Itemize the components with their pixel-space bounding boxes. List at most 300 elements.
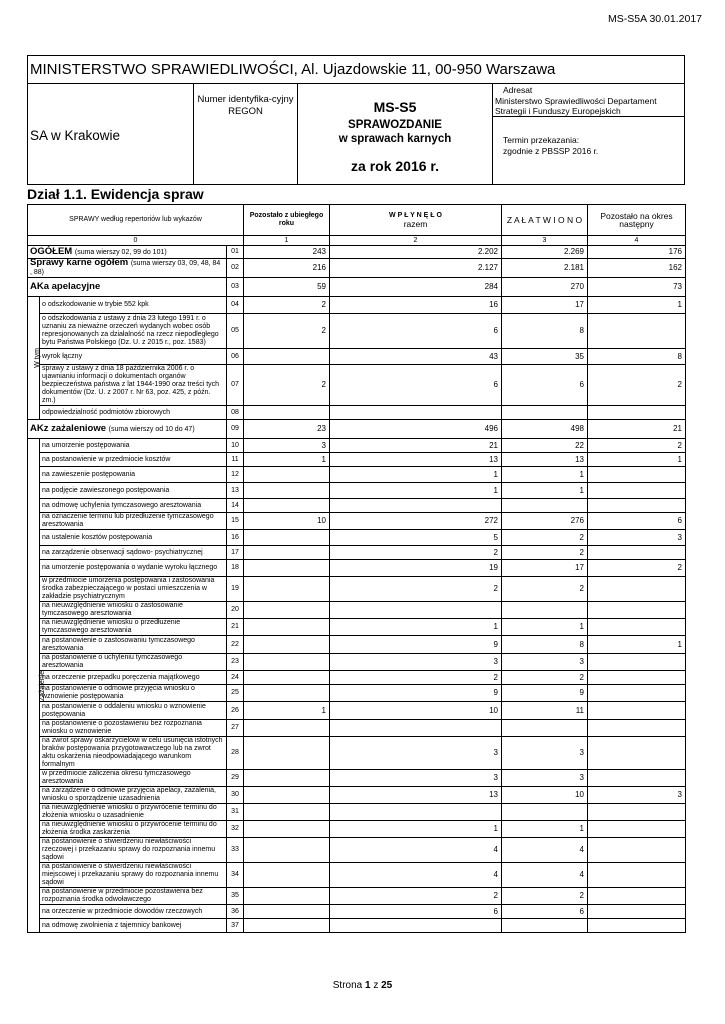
cell-remaining-next xyxy=(588,838,686,863)
table-row xyxy=(28,619,686,636)
row-number: 20 xyxy=(227,602,244,619)
table-row xyxy=(28,420,686,439)
cell-remaining-next xyxy=(588,671,686,685)
row-label xyxy=(28,278,227,297)
cell-remaining-next: 73 xyxy=(588,278,686,297)
cell-remaining-next xyxy=(588,654,686,671)
footer-page: 1 xyxy=(365,980,371,991)
cell-received: 6 xyxy=(330,905,502,919)
cell-remaining-prev xyxy=(244,737,330,770)
table-row xyxy=(28,919,686,933)
cell-remaining-prev xyxy=(244,406,330,420)
cell-settled: 35 xyxy=(502,349,588,365)
cell-remaining-next: 21 xyxy=(588,420,686,439)
row-number: 21 xyxy=(227,619,244,636)
table-row xyxy=(28,530,686,546)
cell-settled: 17 xyxy=(502,560,588,577)
cell-remaining-prev xyxy=(244,530,330,546)
row-label: w przedmiocie zaliczenia okresu tymczasowego aresztowania xyxy=(40,770,227,787)
cell-settled: 13 xyxy=(502,453,588,467)
cell-received: 3 xyxy=(330,737,502,770)
cell-received: 13 xyxy=(330,787,502,804)
row-number: 33 xyxy=(227,838,244,863)
cell-received: 2 xyxy=(330,546,502,560)
cell-remaining-next: 3 xyxy=(588,787,686,804)
cell-received: 2 xyxy=(330,577,502,602)
row-number: 08 xyxy=(227,406,244,420)
cell-settled: 17 xyxy=(502,297,588,314)
table-row xyxy=(28,546,686,560)
cell-remaining-prev: 2 xyxy=(244,297,330,314)
row-label: na zarządzenie obserwacji sądowo- psychiatrycznej xyxy=(40,546,227,560)
cell-remaining-next: 2 xyxy=(588,439,686,453)
cell-received: 3 xyxy=(330,770,502,787)
cell-received: 2.202 xyxy=(330,246,502,259)
table-row xyxy=(28,905,686,919)
cell-remaining-prev xyxy=(244,787,330,804)
table-row xyxy=(28,365,686,406)
table-row xyxy=(28,720,686,737)
table-row xyxy=(28,602,686,619)
cell-received xyxy=(330,804,502,821)
cell-remaining-next xyxy=(588,483,686,499)
row-label-text: AKz zażaleniowe xyxy=(30,422,107,434)
cell-remaining-prev: 2 xyxy=(244,365,330,406)
row-label: wyrok łączny xyxy=(40,349,227,365)
cell-remaining-prev: 216 xyxy=(244,259,330,278)
cell-received: 21 xyxy=(330,439,502,453)
cell-received: 6 xyxy=(330,365,502,406)
cell-remaining-prev xyxy=(244,560,330,577)
cell-remaining-prev xyxy=(244,685,330,702)
row-label: na umorzenie postępowania o wydanie wyroku łącznego xyxy=(40,560,227,577)
cell-received: 5 xyxy=(330,530,502,546)
row-number: 34 xyxy=(227,863,244,888)
row-number: 02 xyxy=(227,259,244,278)
cell-received: 1 xyxy=(330,821,502,838)
cell-remaining-next xyxy=(588,314,686,349)
cell-remaining-next xyxy=(588,821,686,838)
table-row xyxy=(28,278,686,297)
row-label: na nieuwzględnienie wniosku o przywrócenie terminu do złożenia wniosku o uzasadnienie xyxy=(40,804,227,821)
row-number: 09 xyxy=(227,420,244,439)
cell-received xyxy=(330,720,502,737)
row-label-text: OGÓŁEM xyxy=(30,245,73,257)
cell-remaining-prev xyxy=(244,770,330,787)
page-footer xyxy=(0,980,725,991)
cell-settled: 1 xyxy=(502,483,588,499)
table-row xyxy=(28,702,686,720)
cell-settled xyxy=(502,602,588,619)
row-number: 26 xyxy=(227,702,244,720)
report-year: za rok 2016 r. xyxy=(351,158,439,174)
row-label: na postanowienie o odmowie przyjęcia wniosku o wznowienie postępowania xyxy=(40,685,227,702)
cell-settled xyxy=(502,804,588,821)
cell-received: 4 xyxy=(330,863,502,888)
table-row xyxy=(28,349,686,365)
table-row xyxy=(28,499,686,513)
row-number: 27 xyxy=(227,720,244,737)
row-number: 05 xyxy=(227,314,244,349)
cell-received: 4 xyxy=(330,838,502,863)
table-row xyxy=(28,787,686,804)
table-row xyxy=(28,453,686,467)
row-number: 03 xyxy=(227,278,244,297)
cell-remaining-next xyxy=(588,619,686,636)
row-label: w przedmiocie umorzenia postępowania i zastosowania środka zabezpieczającego w postaci umieszczenia w zakładzie psychiatrycznym xyxy=(40,577,227,602)
cell-received: 496 xyxy=(330,420,502,439)
col-number-4: 4 xyxy=(588,236,686,246)
row-number: 14 xyxy=(227,499,244,513)
cell-received: 16 xyxy=(330,297,502,314)
row-label: na postanowienie o stwierdzeniu niewłaściwości miejscowej i przekazaniu sprawy do rozpoznania innemu sądowi xyxy=(40,863,227,888)
cell-remaining-prev xyxy=(244,483,330,499)
cell-remaining-prev: 243 xyxy=(244,246,330,259)
cell-settled xyxy=(502,720,588,737)
cell-remaining-next xyxy=(588,863,686,888)
col-header-remaining-prev: Pozostało z ubiegłego roku xyxy=(244,205,330,236)
row-label: na orzeczenie przepadku poręczenia majątkowego xyxy=(40,671,227,685)
cell-settled: 8 xyxy=(502,314,588,349)
form-header xyxy=(27,55,685,185)
cell-remaining-prev xyxy=(244,499,330,513)
cell-remaining-next: 1 xyxy=(588,636,686,654)
cell-received xyxy=(330,602,502,619)
cell-settled: 6 xyxy=(502,365,588,406)
cell-settled: 2 xyxy=(502,546,588,560)
cell-settled: 2 xyxy=(502,671,588,685)
table-row xyxy=(28,560,686,577)
cell-remaining-prev xyxy=(244,919,330,933)
row-label: na zawieszenie postępowania xyxy=(40,467,227,483)
cell-remaining-prev xyxy=(244,577,330,602)
cell-settled: 1 xyxy=(502,619,588,636)
col-number-2: 2 xyxy=(330,236,502,246)
cell-settled xyxy=(502,499,588,513)
row-label: na zwrot sprawy oskarżycielowi w celu usunięcia istotnych braków postępowania przygotowawczego lub na zwrot aktu oskarżenia nieodpowiadającego warunkom formalnym xyxy=(40,737,227,770)
row-number: 36 xyxy=(227,905,244,919)
regon-label: Numer identyfika-cyjny REGON xyxy=(194,84,298,184)
table-row xyxy=(28,259,686,278)
row-number: 25 xyxy=(227,685,244,702)
cell-received: 2 xyxy=(330,888,502,905)
row-number: 06 xyxy=(227,349,244,365)
table-row xyxy=(28,439,686,453)
cell-remaining-next xyxy=(588,905,686,919)
deadline-label: Termin przekazania: xyxy=(503,135,580,145)
side-label-zazalenie-text: Zażalenie xyxy=(39,670,47,701)
row-label-note: (suma wierszy 02, 99 do 101) xyxy=(74,248,167,256)
table-header-row xyxy=(28,205,686,236)
table-row xyxy=(28,821,686,838)
row-number: 31 xyxy=(227,804,244,821)
cell-received: 284 xyxy=(330,278,502,297)
ministry-address: MINISTERSTWO SPRAWIEDLIWOŚCI, Al. Ujazdowskie 11, 00-950 Warszawa xyxy=(28,56,684,84)
row-label: na zarządzenie o odmowie przyjęcia apelacji, zażalenia, wniosku o sporządzenie uzasadnienia xyxy=(40,787,227,804)
addressee xyxy=(493,84,684,117)
table-row xyxy=(28,671,686,685)
cell-remaining-next: 3 xyxy=(588,530,686,546)
cell-remaining-prev xyxy=(244,636,330,654)
row-number: 11 xyxy=(227,453,244,467)
table-row xyxy=(28,770,686,787)
cell-settled xyxy=(502,919,588,933)
table-row xyxy=(28,838,686,863)
cell-settled: 1 xyxy=(502,821,588,838)
table-row xyxy=(28,513,686,530)
row-number: 24 xyxy=(227,671,244,685)
cell-received xyxy=(330,919,502,933)
cell-remaining-next xyxy=(588,685,686,702)
cell-remaining-next: 2 xyxy=(588,365,686,406)
cell-remaining-prev: 23 xyxy=(244,420,330,439)
row-number: 15 xyxy=(227,513,244,530)
form-type-line-1: SPRAWOZDANIE xyxy=(348,119,442,131)
col-number-0: 0 xyxy=(28,236,244,246)
row-label: na postanowienie o uchyleniu tymczasowego aresztowania xyxy=(40,654,227,671)
section-title: Dział 1.1. Ewidencja spraw xyxy=(27,186,204,202)
side-label-zazalenie xyxy=(28,439,47,933)
row-label: na postanowienie o zastosowaniu tymczasowego aresztowania xyxy=(40,636,227,654)
cell-settled: 11 xyxy=(502,702,588,720)
cell-received xyxy=(330,406,502,420)
cell-remaining-prev xyxy=(244,602,330,619)
cell-remaining-next: 162 xyxy=(588,259,686,278)
cell-settled: 6 xyxy=(502,905,588,919)
cell-remaining-prev xyxy=(244,821,330,838)
row-number: 16 xyxy=(227,530,244,546)
row-label: o odszkodowania z ustawy z dnia 23 lutego 1991 r. o uznaniu za nieważne orzeczeń wydanych wobec osób represjonowanych za działalność na rzecz niepodległego bytu Państwa Polskiego (Dz. U. z 2015 r., poz. 1583) xyxy=(40,314,227,349)
cell-settled: 276 xyxy=(502,513,588,530)
table-row xyxy=(28,863,686,888)
row-number: 37 xyxy=(227,919,244,933)
cell-remaining-prev: 10 xyxy=(244,513,330,530)
cell-settled: 498 xyxy=(502,420,588,439)
row-number: 29 xyxy=(227,770,244,787)
row-number: 07 xyxy=(227,365,244,406)
footer-prefix: Strona xyxy=(332,980,365,991)
cell-remaining-prev xyxy=(244,804,330,821)
cell-settled: 3 xyxy=(502,654,588,671)
cell-received: 10 xyxy=(330,702,502,720)
footer-total: 25 xyxy=(381,980,393,991)
col-number-1: 1 xyxy=(244,236,330,246)
col-header-settled: Z A Ł A T W I O N O xyxy=(502,205,588,236)
col-number-3: 3 xyxy=(502,236,588,246)
row-label: na postanowienie w przedmiocie kosztów xyxy=(40,453,227,467)
cell-remaining-prev: 1 xyxy=(244,702,330,720)
cell-received: 1 xyxy=(330,483,502,499)
col-header-remaining-next: Pozostało na okres następny xyxy=(588,205,686,236)
cell-remaining-next xyxy=(588,546,686,560)
court-name: SA w Krakowie xyxy=(28,84,194,184)
col-header-cases: SPRAWY według repertoriów lub wykazów xyxy=(28,205,244,236)
row-label-text: Sprawy karne ogółem xyxy=(30,257,129,268)
row-number: 17 xyxy=(227,546,244,560)
table-row xyxy=(28,654,686,671)
row-label: odpowiedzialność podmiotów zbiorowych xyxy=(40,406,227,420)
cell-received: 1 xyxy=(330,619,502,636)
cell-remaining-prev xyxy=(244,863,330,888)
table-row xyxy=(28,406,686,420)
row-number: 28 xyxy=(227,737,244,770)
cell-remaining-next: 176 xyxy=(588,246,686,259)
cell-remaining-next xyxy=(588,406,686,420)
table-row xyxy=(28,804,686,821)
cell-received xyxy=(330,499,502,513)
cell-remaining-next xyxy=(588,499,686,513)
addressee-line-2: Strategii i Funduszy Europejskich xyxy=(495,106,621,116)
row-label: na podjęcie zawieszonego postępowania xyxy=(40,483,227,499)
cell-received: 19 xyxy=(330,560,502,577)
cell-remaining-next xyxy=(588,720,686,737)
table-row xyxy=(28,888,686,905)
document-code: MS-S5A 30.01.2017 xyxy=(608,13,702,25)
cell-remaining-next xyxy=(588,919,686,933)
row-label: na postanowienie o pozostawieniu bez rozpoznania wniosku o wznowienie xyxy=(40,720,227,737)
row-number: 23 xyxy=(227,654,244,671)
cell-settled: 2 xyxy=(502,530,588,546)
row-label: na umorzenie postępowania xyxy=(40,439,227,453)
cell-remaining-prev xyxy=(244,838,330,863)
form-type xyxy=(298,118,492,146)
cell-settled: 2.181 xyxy=(502,259,588,278)
cell-remaining-prev: 1 xyxy=(244,453,330,467)
column-number-row xyxy=(28,236,686,246)
cell-remaining-next: 8 xyxy=(588,349,686,365)
row-number: 01 xyxy=(227,246,244,259)
addressee-line-1: Ministerstwo Sprawiedliwości Departament xyxy=(495,95,657,106)
col-header-received-total: razem xyxy=(403,219,428,229)
cell-remaining-next xyxy=(588,702,686,720)
cell-settled xyxy=(502,406,588,420)
row-label: na nieuwzględnienie wniosku o przywrócenie terminu do złożenia środka zaskarżenia xyxy=(40,821,227,838)
cell-settled: 8 xyxy=(502,636,588,654)
row-label: sprawy z ustawy z dnia 18 października 2006 r. o ujawnianiu informacji o dokumentach organów bezpieczeństwa państwa z lat 1944-1990 oraz treści tych dokumentów (Dz. U. z 2007 r. Nr 63, poz. 425, z późn. zm.) xyxy=(40,365,227,406)
row-number: 04 xyxy=(227,297,244,314)
addressee-label: Adresat xyxy=(503,85,533,95)
row-number: 10 xyxy=(227,439,244,453)
row-label: na ustalenie kosztów postępowania xyxy=(40,530,227,546)
row-label-note: (suma wierszy 03, 09, 48, 84 , 88) xyxy=(30,260,221,276)
cell-remaining-prev: 3 xyxy=(244,439,330,453)
cell-received: 2 xyxy=(330,671,502,685)
deadline xyxy=(493,117,684,156)
row-label: na oznaczenie terminu lub przedłużenie tymczasowego aresztowania xyxy=(40,513,227,530)
row-number: 12 xyxy=(227,467,244,483)
row-label: na postanowienie w przedmiocie pozostawienia bez rozpoznania środka odwoławczego xyxy=(40,888,227,905)
cell-remaining-prev xyxy=(244,349,330,365)
cell-settled: 3 xyxy=(502,737,588,770)
row-label: na nieuwzględnienie wniosku o zastosowanie tymczasowego aresztowania xyxy=(40,602,227,619)
cell-remaining-prev xyxy=(244,467,330,483)
cell-received: 43 xyxy=(330,349,502,365)
cell-remaining-next xyxy=(588,804,686,821)
cell-settled: 4 xyxy=(502,863,588,888)
cell-remaining-next xyxy=(588,770,686,787)
table-row xyxy=(28,314,686,349)
cell-remaining-next xyxy=(588,888,686,905)
cell-settled: 2 xyxy=(502,577,588,602)
cell-settled: 1 xyxy=(502,467,588,483)
cell-remaining-next: 2 xyxy=(588,560,686,577)
row-number: 18 xyxy=(227,560,244,577)
form-type-line-2: w sprawach karnych xyxy=(338,133,452,145)
cell-received: 6 xyxy=(330,314,502,349)
row-number: 35 xyxy=(227,888,244,905)
cell-received: 9 xyxy=(330,636,502,654)
form-title-box xyxy=(298,84,493,184)
side-label-w-tym-text: W tym xyxy=(33,348,41,368)
form-code: MS-S5 xyxy=(373,99,417,115)
cell-settled: 4 xyxy=(502,838,588,863)
cell-remaining-prev xyxy=(244,905,330,919)
row-label xyxy=(28,259,227,278)
footer-middle: z xyxy=(370,980,382,991)
col-header-received xyxy=(330,205,502,236)
cell-remaining-prev xyxy=(244,654,330,671)
cell-settled: 10 xyxy=(502,787,588,804)
row-label: na orzeczenie w przedmiocie dowodów rzeczowych xyxy=(40,905,227,919)
row-number: 30 xyxy=(227,787,244,804)
side-label-w-tym xyxy=(28,297,40,420)
cell-received: 13 xyxy=(330,453,502,467)
row-label-note: (suma wierszy od 10 do 47) xyxy=(108,425,195,433)
table-body xyxy=(28,205,686,933)
cell-remaining-prev xyxy=(244,671,330,685)
cell-received: 2.127 xyxy=(330,259,502,278)
cell-remaining-next: 1 xyxy=(588,453,686,467)
table-row xyxy=(28,467,686,483)
row-number: 19 xyxy=(227,577,244,602)
cell-settled: 3 xyxy=(502,770,588,787)
cell-received: 9 xyxy=(330,685,502,702)
table-row xyxy=(28,483,686,499)
cell-settled: 22 xyxy=(502,439,588,453)
addressee-box xyxy=(493,84,684,184)
table-row xyxy=(28,737,686,770)
row-number: 13 xyxy=(227,483,244,499)
row-label-text: AKa apelacyjne xyxy=(30,281,101,292)
cell-received: 1 xyxy=(330,467,502,483)
cell-remaining-prev xyxy=(244,546,330,560)
row-label: na nieuwzględnienie wniosku o przedłużenie tymczasowego aresztowania xyxy=(40,619,227,636)
cell-settled: 270 xyxy=(502,278,588,297)
col-header-received-label: W P Ł Y N Ę Ł O xyxy=(389,212,442,219)
cell-received: 272 xyxy=(330,513,502,530)
row-label: na postanowienie o oddaleniu wniosku o wznowienie postępowania xyxy=(40,702,227,720)
case-register-table xyxy=(27,204,686,933)
row-number: 22 xyxy=(227,636,244,654)
table-row xyxy=(28,685,686,702)
row-label: na odmowę zwolnienia z tajemnicy bankowej xyxy=(40,919,227,933)
table-row xyxy=(28,297,686,314)
table-row xyxy=(28,636,686,654)
cell-remaining-prev xyxy=(244,619,330,636)
row-label xyxy=(28,420,227,439)
table-row xyxy=(28,577,686,602)
cell-remaining-next: 6 xyxy=(588,513,686,530)
cell-settled: 2 xyxy=(502,888,588,905)
cell-received: 3 xyxy=(330,654,502,671)
cell-settled: 9 xyxy=(502,685,588,702)
cell-remaining-next xyxy=(588,602,686,619)
row-label: na odmowę uchylenia tymczasowego aresztowania xyxy=(40,499,227,513)
cell-remaining-next xyxy=(588,577,686,602)
cell-remaining-next xyxy=(588,737,686,770)
cell-remaining-next: 1 xyxy=(588,297,686,314)
cell-remaining-prev: 59 xyxy=(244,278,330,297)
